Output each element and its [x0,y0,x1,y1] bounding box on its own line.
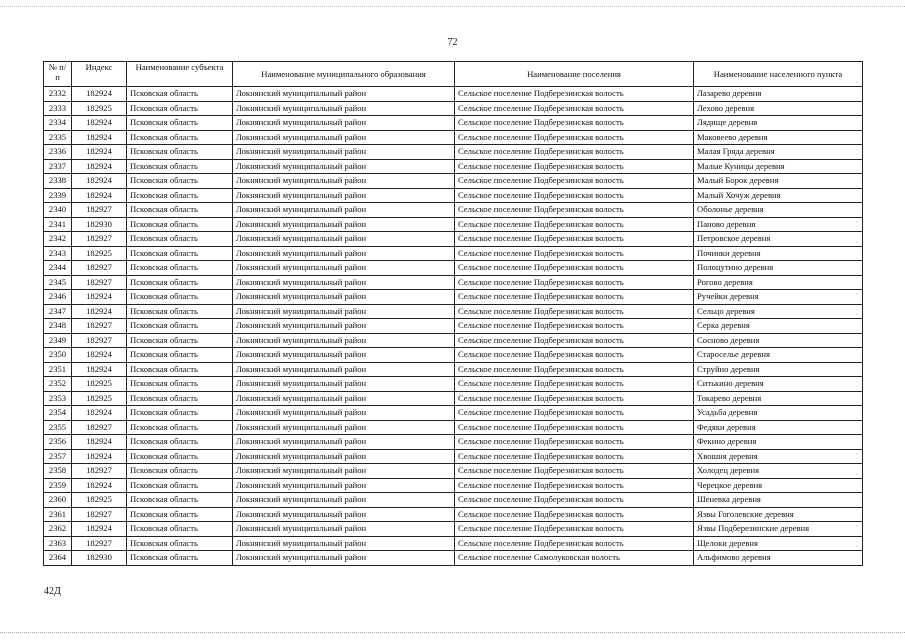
cell-index: 182924 [72,87,127,102]
table-row [44,246,863,261]
cell-settlement: Сельское поселение Подберезинская волость [455,522,694,537]
table-row [44,130,863,145]
cell-index: 182930 [72,551,127,566]
cell-num: 2355 [44,420,72,435]
table-row [44,464,863,479]
cell-subject: Псковская область [127,87,233,102]
scan-top-edge [0,6,905,7]
table-row [44,478,863,493]
header-index: Индекс [72,62,127,87]
table-row [44,493,863,508]
cell-settlement: Сельское поселение Подберезинская волость [455,261,694,276]
cell-subject: Псковская область [127,319,233,334]
cell-index: 182924 [72,304,127,319]
cell-subject: Псковская область [127,116,233,131]
cell-settlement: Сельское поселение Подберезинская волость [455,246,694,261]
cell-num: 2337 [44,159,72,174]
cell-municipality: Локнянский муниципальный район [233,536,455,551]
cell-subject: Псковская область [127,261,233,276]
cell-num: 2358 [44,464,72,479]
cell-index: 182924 [72,116,127,131]
cell-municipality: Локнянский муниципальный район [233,493,455,508]
cell-num: 2342 [44,232,72,247]
cell-locality: Сельцо деревня [694,304,863,319]
table-header-row [44,62,863,87]
cell-index: 182927 [72,275,127,290]
cell-locality: Лехово деревня [694,101,863,116]
cell-settlement: Сельское поселение Подберезинская волость [455,348,694,363]
cell-subject: Псковская область [127,377,233,392]
cell-num: 2339 [44,188,72,203]
cell-subject: Псковская область [127,391,233,406]
cell-municipality: Локнянский муниципальный район [233,522,455,537]
cell-index: 182924 [72,159,127,174]
table-row [44,174,863,189]
cell-settlement: Сельское поселение Подберезинская волость [455,536,694,551]
cell-municipality: Локнянский муниципальный район [233,87,455,102]
table-row [44,333,863,348]
cell-settlement: Сельское поселение Самолуковская волость [455,551,694,566]
cell-settlement: Сельское поселение Подберезинская волость [455,130,694,145]
cell-municipality: Локнянский муниципальный район [233,174,455,189]
cell-num: 2352 [44,377,72,392]
cell-index: 182927 [72,333,127,348]
cell-locality: Щелоки деревня [694,536,863,551]
table-row [44,116,863,131]
cell-index: 182930 [72,217,127,232]
cell-subject: Псковская область [127,217,233,232]
table-row [44,420,863,435]
cell-index: 182927 [72,507,127,522]
cell-municipality: Локнянский муниципальный район [233,203,455,218]
cell-subject: Псковская область [127,290,233,305]
table-row [44,261,863,276]
cell-num: 2332 [44,87,72,102]
cell-index: 182927 [72,536,127,551]
cell-subject: Псковская область [127,348,233,363]
cell-settlement: Сельское поселение Подберезинская волость [455,391,694,406]
cell-locality: Федяки деревня [694,420,863,435]
cell-index: 182925 [72,391,127,406]
cell-index: 182927 [72,203,127,218]
cell-num: 2360 [44,493,72,508]
cell-num: 2362 [44,522,72,537]
cell-municipality: Локнянский муниципальный район [233,188,455,203]
cell-municipality: Локнянский муниципальный район [233,551,455,566]
cell-locality: Хвошня деревня [694,449,863,464]
cell-locality: Лазарево деревня [694,87,863,102]
cell-num: 2344 [44,261,72,276]
cell-index: 182927 [72,464,127,479]
cell-municipality: Локнянский муниципальный район [233,348,455,363]
cell-locality: Малая Гряда деревня [694,145,863,160]
table-row [44,522,863,537]
header-num: № п/п [44,62,72,87]
cell-subject: Псковская область [127,145,233,160]
cell-num: 2333 [44,101,72,116]
cell-locality: Малые Куницы деревня [694,159,863,174]
cell-num: 2346 [44,290,72,305]
cell-settlement: Сельское поселение Подберезинская волость [455,464,694,479]
cell-subject: Псковская область [127,464,233,479]
cell-num: 2347 [44,304,72,319]
cell-index: 182927 [72,261,127,276]
cell-locality: Петровское деревня [694,232,863,247]
cell-index: 182925 [72,246,127,261]
cell-subject: Псковская область [127,406,233,421]
table-row [44,290,863,305]
cell-settlement: Сельское поселение Подберезинская волость [455,87,694,102]
footer-code: 42Д [44,586,61,597]
cell-index: 182924 [72,130,127,145]
cell-municipality: Локнянский муниципальный район [233,507,455,522]
cell-subject: Псковская область [127,420,233,435]
cell-subject: Псковская область [127,275,233,290]
cell-settlement: Сельское поселение Подберезинская волость [455,217,694,232]
cell-num: 2356 [44,435,72,450]
cell-locality: Оболонье деревня [694,203,863,218]
table-row [44,203,863,218]
cell-settlement: Сельское поселение Подберезинская волость [455,159,694,174]
scan-bottom-edge [0,632,905,633]
cell-locality: Струйно деревня [694,362,863,377]
cell-locality: Сосново деревня [694,333,863,348]
cell-locality: Шеневка деревня [694,493,863,508]
cell-settlement: Сельское поселение Подберезинская волость [455,174,694,189]
cell-num: 2353 [44,391,72,406]
cell-locality: Фекино деревня [694,435,863,450]
cell-subject: Псковская область [127,551,233,566]
page-number: 72 [447,37,458,48]
cell-subject: Псковская область [127,362,233,377]
header-locality: Наименование населенного пункта [694,62,863,87]
cell-settlement: Сельское поселение Подберезинская волость [455,333,694,348]
cell-locality: Альфимово деревня [694,551,863,566]
cell-subject: Псковская область [127,174,233,189]
cell-settlement: Сельское поселение Подберезинская волость [455,145,694,160]
cell-num: 2341 [44,217,72,232]
cell-num: 2334 [44,116,72,131]
cell-settlement: Сельское поселение Подберезинская волость [455,275,694,290]
cell-municipality: Локнянский муниципальный район [233,116,455,131]
cell-locality: Паново деревня [694,217,863,232]
cell-settlement: Сельское поселение Подберезинская волость [455,420,694,435]
cell-index: 182924 [72,362,127,377]
table-row [44,391,863,406]
table-row [44,87,863,102]
cell-settlement: Сельское поселение Подберезинская волость [455,319,694,334]
cell-index: 182927 [72,319,127,334]
cell-subject: Псковская область [127,232,233,247]
cell-subject: Псковская область [127,507,233,522]
cell-municipality: Локнянский муниципальный район [233,377,455,392]
cell-settlement: Сельское поселение Подберезинская волость [455,116,694,131]
cell-num: 2348 [44,319,72,334]
cell-municipality: Локнянский муниципальный район [233,391,455,406]
cell-municipality: Локнянский муниципальный район [233,275,455,290]
cell-municipality: Локнянский муниципальный район [233,478,455,493]
cell-subject: Псковская область [127,246,233,261]
cell-num: 2338 [44,174,72,189]
cell-locality: Рогово деревня [694,275,863,290]
cell-subject: Псковская область [127,304,233,319]
cell-municipality: Локнянский муниципальный район [233,449,455,464]
cell-num: 2364 [44,551,72,566]
table-row [44,319,863,334]
cell-num: 2336 [44,145,72,160]
cell-municipality: Локнянский муниципальный район [233,435,455,450]
cell-locality: Ситькино деревня [694,377,863,392]
cell-subject: Псковская область [127,493,233,508]
cell-index: 182924 [72,188,127,203]
cell-locality: Язвы Подберезинские деревня [694,522,863,537]
table-row [44,377,863,392]
cell-index: 182925 [72,377,127,392]
table-row [44,435,863,450]
header-municipality: Наименование муниципального образования [233,62,455,87]
cell-index: 182925 [72,101,127,116]
table-body [44,87,863,566]
cell-index: 182924 [72,290,127,305]
table-row [44,232,863,247]
cell-index: 182927 [72,420,127,435]
cell-settlement: Сельское поселение Подберезинская волость [455,101,694,116]
table-row [44,304,863,319]
cell-index: 182924 [72,145,127,160]
cell-municipality: Локнянский муниципальный район [233,232,455,247]
table-row [44,362,863,377]
table-row [44,275,863,290]
cell-municipality: Локнянский муниципальный район [233,333,455,348]
cell-municipality: Локнянский муниципальный район [233,217,455,232]
cell-municipality: Локнянский муниципальный район [233,420,455,435]
settlements-table [43,61,863,566]
cell-settlement: Сельское поселение Подберезинская волость [455,406,694,421]
cell-num: 2357 [44,449,72,464]
cell-index: 182924 [72,478,127,493]
cell-municipality: Локнянский муниципальный район [233,246,455,261]
table-row [44,188,863,203]
header-settlement: Наименование поселения [455,62,694,87]
cell-subject: Псковская область [127,536,233,551]
cell-index: 182924 [72,174,127,189]
cell-index: 182924 [72,449,127,464]
cell-locality: Полоцутино деревня [694,261,863,276]
table-row [44,507,863,522]
cell-settlement: Сельское поселение Подберезинская волость [455,188,694,203]
cell-subject: Псковская область [127,435,233,450]
cell-settlement: Сельское поселение Подберезинская волость [455,232,694,247]
cell-locality: Язвы Гоголевские деревня [694,507,863,522]
cell-settlement: Сельское поселение Подберезинская волость [455,449,694,464]
table-row [44,159,863,174]
cell-num: 2363 [44,536,72,551]
cell-municipality: Локнянский муниципальный район [233,130,455,145]
cell-municipality: Локнянский муниципальный район [233,290,455,305]
cell-settlement: Сельское поселение Подберезинская волость [455,203,694,218]
cell-settlement: Сельское поселение Подберезинская волость [455,290,694,305]
table-row [44,449,863,464]
cell-locality: Серка деревня [694,319,863,334]
cell-subject: Псковская область [127,101,233,116]
cell-locality: Лядище деревня [694,116,863,131]
cell-index: 182924 [72,522,127,537]
cell-municipality: Локнянский муниципальный район [233,406,455,421]
cell-municipality: Локнянский муниципальный район [233,145,455,160]
cell-municipality: Локнянский муниципальный район [233,362,455,377]
cell-municipality: Локнянский муниципальный район [233,159,455,174]
table-row [44,217,863,232]
table-row [44,536,863,551]
cell-settlement: Сельское поселение Подберезинская волость [455,507,694,522]
cell-locality: Ручейки деревня [694,290,863,305]
cell-municipality: Локнянский муниципальный район [233,101,455,116]
cell-municipality: Локнянский муниципальный район [233,464,455,479]
cell-num: 2361 [44,507,72,522]
cell-subject: Псковская область [127,188,233,203]
cell-locality: Усадьба деревня [694,406,863,421]
cell-subject: Псковская область [127,159,233,174]
cell-num: 2335 [44,130,72,145]
cell-index: 182924 [72,435,127,450]
cell-locality: Маковеево деревня [694,130,863,145]
cell-settlement: Сельское поселение Подберезинская волость [455,377,694,392]
cell-index: 182927 [72,232,127,247]
table-row [44,348,863,363]
cell-municipality: Локнянский муниципальный район [233,319,455,334]
cell-subject: Псковская область [127,478,233,493]
cell-municipality: Локнянский муниципальный район [233,261,455,276]
cell-subject: Псковская область [127,333,233,348]
cell-municipality: Локнянский муниципальный район [233,304,455,319]
cell-num: 2350 [44,348,72,363]
cell-num: 2345 [44,275,72,290]
cell-num: 2354 [44,406,72,421]
cell-locality: Токарево деревня [694,391,863,406]
cell-locality: Малый Хочуж деревня [694,188,863,203]
cell-locality: Черецкое деревня [694,478,863,493]
cell-locality: Починки деревня [694,246,863,261]
table-row [44,551,863,566]
cell-num: 2351 [44,362,72,377]
cell-locality: Староселье деревня [694,348,863,363]
cell-index: 182924 [72,348,127,363]
table-row [44,101,863,116]
table-row [44,406,863,421]
header-subject: Наименование субъекта [127,62,233,87]
cell-subject: Псковская область [127,449,233,464]
table-row [44,145,863,160]
cell-index: 182924 [72,406,127,421]
cell-locality: Холодец деревня [694,464,863,479]
cell-subject: Псковская область [127,203,233,218]
cell-subject: Псковская область [127,130,233,145]
cell-num: 2340 [44,203,72,218]
cell-num: 2343 [44,246,72,261]
cell-num: 2349 [44,333,72,348]
cell-settlement: Сельское поселение Подберезинская волость [455,493,694,508]
cell-settlement: Сельское поселение Подберезинская волость [455,435,694,450]
cell-settlement: Сельское поселение Подберезинская волость [455,478,694,493]
cell-locality: Малый Борок деревня [694,174,863,189]
cell-subject: Псковская область [127,522,233,537]
cell-index: 182925 [72,493,127,508]
cell-settlement: Сельское поселение Подберезинская волость [455,362,694,377]
cell-settlement: Сельское поселение Подберезинская волость [455,304,694,319]
cell-num: 2359 [44,478,72,493]
